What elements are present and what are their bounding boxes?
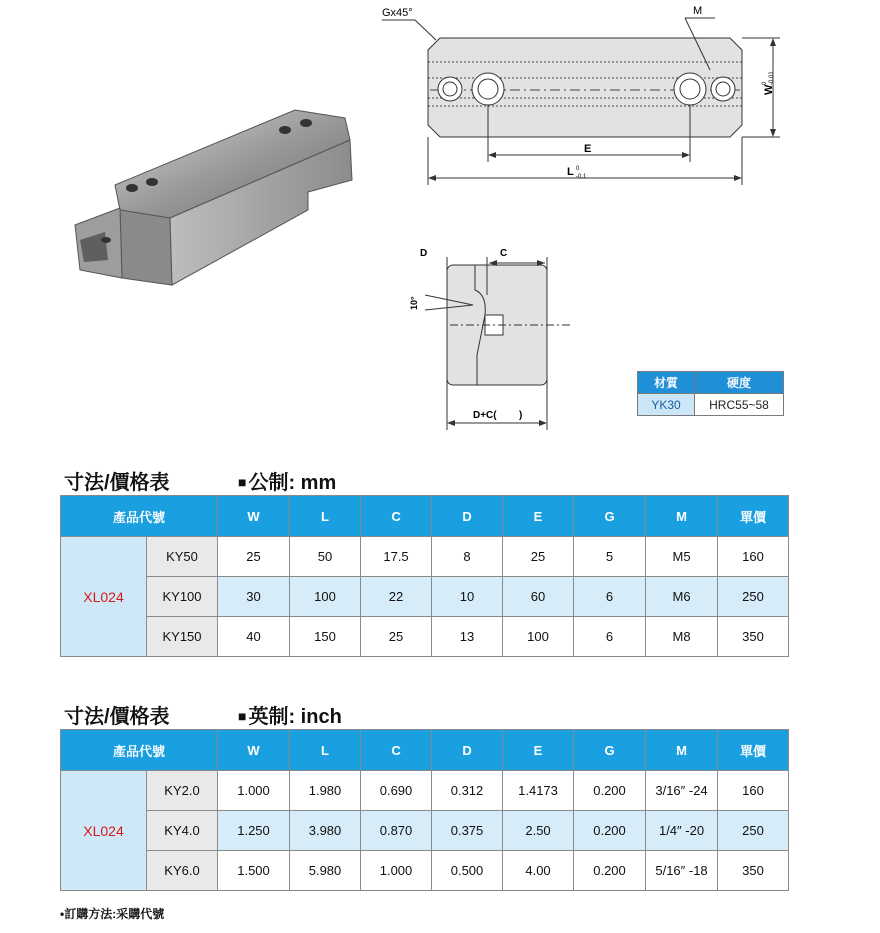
- cell: M5: [646, 537, 718, 577]
- header-c: C: [361, 496, 432, 537]
- model-cell: KY50: [147, 537, 218, 577]
- cell: 1.000: [218, 771, 290, 811]
- metric-unit-label: 公制: [248, 472, 289, 494]
- cell: 0.690: [361, 771, 432, 811]
- cell: 5.980: [290, 851, 361, 891]
- cell: 25: [503, 537, 574, 577]
- square-icon: ■: [238, 474, 247, 490]
- cell: 3/16″ -24: [646, 771, 718, 811]
- cell: 6: [574, 577, 646, 617]
- inch-section-title: 寸法/價格表: [64, 706, 170, 728]
- order-method-note: •訂購方法:采購代號: [60, 907, 165, 921]
- header-c: C: [361, 730, 432, 771]
- side-view-drawing: [395, 235, 595, 435]
- header-product-code: 產品代號: [61, 496, 218, 537]
- inch-unit: : inch: [288, 706, 342, 728]
- cell: 100: [290, 577, 361, 617]
- inch-unit-heading: [238, 700, 342, 729]
- header-g: G: [574, 496, 646, 537]
- header-m: M: [646, 496, 718, 537]
- cell: 25: [218, 537, 290, 577]
- cell: 30: [218, 577, 290, 617]
- product-code: XL024: [61, 537, 147, 657]
- cell: M6: [646, 577, 718, 617]
- cell: 1.4173: [503, 771, 574, 811]
- m-label: M: [693, 5, 703, 17]
- angle-label: 10°: [409, 296, 419, 310]
- header-price: 單價: [718, 730, 789, 771]
- cell: 8: [432, 537, 503, 577]
- cell: 0.870: [361, 811, 432, 851]
- model-cell: KY6.0: [147, 851, 218, 891]
- header-d: D: [432, 730, 503, 771]
- cell: 3.980: [290, 811, 361, 851]
- cell: 1.500: [218, 851, 290, 891]
- cell: 1.980: [290, 771, 361, 811]
- svg-text:0: 0: [762, 81, 768, 85]
- cell: 0.500: [432, 851, 503, 891]
- cell: 2.50: [503, 811, 574, 851]
- metric-unit-heading: [238, 466, 336, 495]
- metric-unit: : mm: [288, 472, 337, 494]
- metric-price-table: [60, 495, 789, 657]
- cell: 10: [432, 577, 503, 617]
- dc-close-label: ): [519, 410, 523, 421]
- cell: 1/4″ -20: [646, 811, 718, 851]
- material-header: 材質: [638, 372, 695, 394]
- header-e: E: [503, 496, 574, 537]
- header-d: D: [432, 496, 503, 537]
- dc-label: D+C(: [473, 410, 497, 421]
- cell: M8: [646, 617, 718, 657]
- header-l: L: [290, 730, 361, 771]
- cell: 350: [718, 851, 789, 891]
- square-icon: ■: [238, 708, 247, 724]
- inch-price-table: [60, 729, 789, 891]
- cell: 160: [718, 771, 789, 811]
- header-price: 單價: [718, 496, 789, 537]
- cell: 4.00: [503, 851, 574, 891]
- cell: 1.250: [218, 811, 290, 851]
- cell: 0.312: [432, 771, 503, 811]
- cell: 0.200: [574, 811, 646, 851]
- cell: 250: [718, 577, 789, 617]
- d-label: D: [420, 248, 428, 259]
- w-label: W: [763, 84, 775, 95]
- e-label: E: [584, 143, 592, 155]
- cell: 40: [218, 617, 290, 657]
- table-row: [61, 577, 789, 617]
- material-table: [637, 371, 784, 416]
- model-cell: KY100: [147, 577, 218, 617]
- svg-text:0: 0: [576, 166, 580, 172]
- table-row: [61, 771, 789, 811]
- table-row: [61, 851, 789, 891]
- product-photo: [60, 100, 360, 300]
- cell: 1.000: [361, 851, 432, 891]
- header-g: G: [574, 730, 646, 771]
- svg-text:-0.01: -0.01: [769, 71, 775, 85]
- hardness-value: HRC55~58: [695, 394, 784, 416]
- model-cell: KY150: [147, 617, 218, 657]
- header-w: W: [218, 496, 290, 537]
- metric-section-title: 寸法/價格表: [64, 472, 170, 494]
- header-w: W: [218, 730, 290, 771]
- cell: 0.200: [574, 771, 646, 811]
- cell: 5: [574, 537, 646, 577]
- model-cell: KY2.0: [147, 771, 218, 811]
- cell: 160: [718, 537, 789, 577]
- cell: 250: [718, 811, 789, 851]
- material-value: YK30: [638, 394, 695, 416]
- header-m: M: [646, 730, 718, 771]
- table-row: [61, 537, 789, 577]
- table-row: [61, 617, 789, 657]
- cell: 350: [718, 617, 789, 657]
- header-e: E: [503, 730, 574, 771]
- header-product-code: 產品代號: [61, 730, 218, 771]
- cell: 13: [432, 617, 503, 657]
- cell: 50: [290, 537, 361, 577]
- inch-unit-label: 英制: [248, 706, 289, 728]
- cell: 22: [361, 577, 432, 617]
- cell: 60: [503, 577, 574, 617]
- model-cell: KY4.0: [147, 811, 218, 851]
- header-l: L: [290, 496, 361, 537]
- cell: 25: [361, 617, 432, 657]
- product-code: XL024: [61, 771, 147, 891]
- c-label: C: [500, 248, 508, 259]
- svg-text:-0.1: -0.1: [576, 174, 587, 180]
- hardness-header: 硬度: [695, 372, 784, 394]
- cell: 100: [503, 617, 574, 657]
- cell: 150: [290, 617, 361, 657]
- cell: 0.200: [574, 851, 646, 891]
- top-view-drawing: [370, 0, 790, 195]
- table-row: [61, 811, 789, 851]
- cell: 5/16″ -18: [646, 851, 718, 891]
- chamfer-label: Gx45°: [382, 7, 413, 19]
- cell: 0.375: [432, 811, 503, 851]
- l-label: L: [567, 166, 574, 178]
- cell: 17.5: [361, 537, 432, 577]
- cell: 6: [574, 617, 646, 657]
